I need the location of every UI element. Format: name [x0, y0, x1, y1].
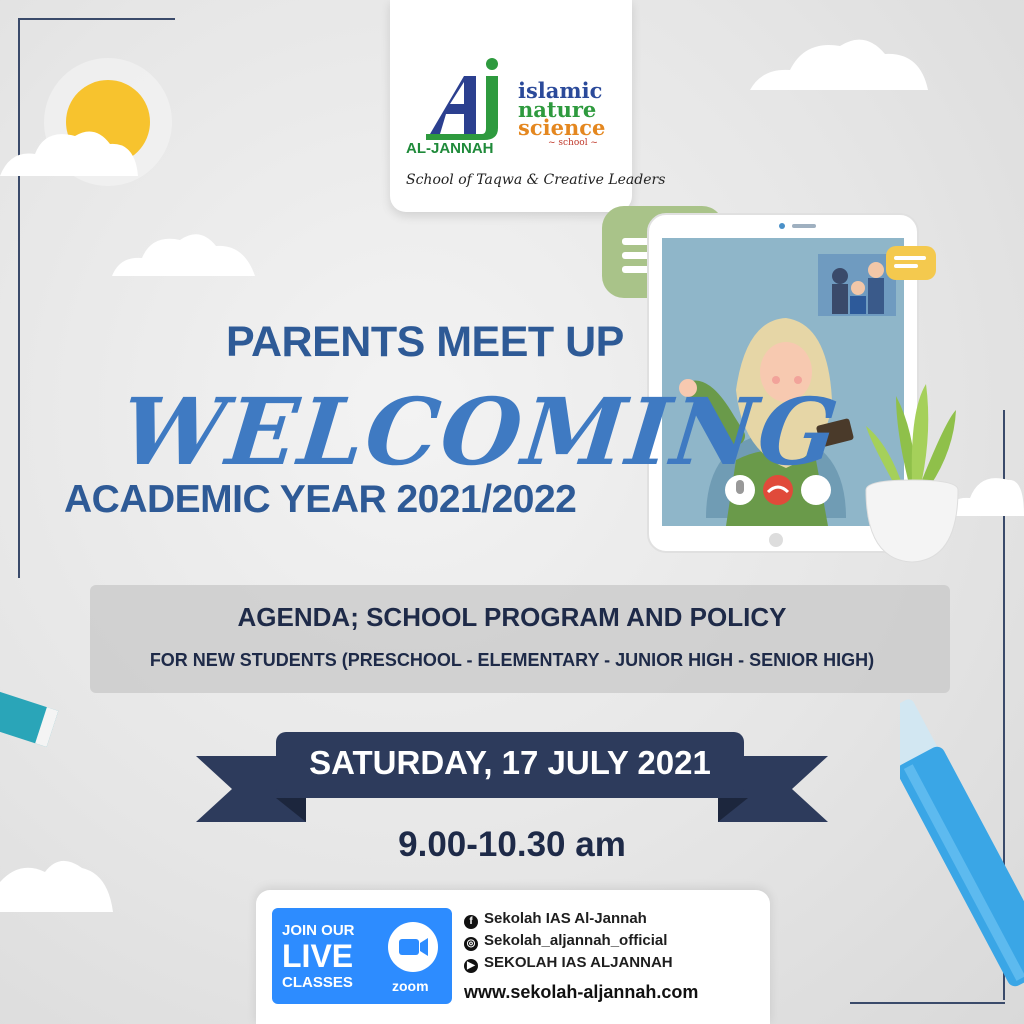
instagram-label: Sekolah_aljannah_official: [484, 932, 668, 949]
logo-word-school: ~ school ~: [548, 138, 598, 148]
event-time: 9.00-10.30 am: [398, 825, 626, 864]
logo-word-science: science: [518, 115, 606, 140]
contact-card: [256, 890, 770, 1024]
eraser-icon: [0, 691, 58, 747]
zoom-line-live: LIVE: [282, 938, 354, 974]
facebook-link[interactable]: [464, 910, 647, 929]
cloud-icon: [0, 120, 140, 176]
zoom-join-button[interactable]: [272, 908, 452, 1004]
frame-line-left: [18, 18, 20, 578]
frame-line-top: [20, 18, 175, 20]
website-link[interactable]: www.sekolah-aljannah.com: [464, 982, 699, 1002]
zoom-line-join-our: JOIN OUR: [282, 922, 355, 939]
cloud-icon: [750, 30, 930, 90]
logo-word-nature: nature: [518, 97, 597, 122]
heading-parents-meet-up: PARENTS MEET UP: [226, 318, 624, 366]
logo-name: AL-JANNAH: [406, 140, 494, 157]
youtube-label: SEKOLAH IAS ALJANNAH: [484, 954, 673, 971]
instagram-link[interactable]: [464, 932, 667, 951]
facebook-icon: f: [464, 915, 478, 929]
logo-tagline: School of Taqwa & Creative Leaders: [406, 172, 666, 188]
zoom-line-classes: CLASSES: [282, 974, 353, 991]
frame-line-bottom: [850, 1002, 1005, 1004]
event-date: SATURDAY, 17 JULY 2021: [309, 744, 711, 781]
youtube-link[interactable]: [464, 954, 673, 973]
zoom-brand: zoom: [392, 978, 429, 994]
facebook-label: Sekolah IAS Al-Jannah: [484, 910, 647, 927]
logo-card: [390, 0, 666, 212]
youtube-icon: ▶: [464, 959, 478, 973]
logo-word-islamic: islamic: [518, 78, 603, 103]
zoom-camera-icon: [388, 922, 438, 972]
agenda-title: AGENDA; SCHOOL PROGRAM AND POLICY: [237, 602, 787, 632]
heading-academic-year: ACADEMIC YEAR 2021/2022: [64, 478, 577, 521]
agenda-subtitle: FOR NEW STUDENTS (PRESCHOOL - ELEMENTARY - JUNIOR HIGH - SENIOR HIGH): [149, 650, 875, 670]
instagram-icon: ◎: [464, 937, 478, 951]
aj-logo-icon: [420, 58, 516, 144]
cloud-icon: [112, 226, 257, 276]
heading-welcoming: WELCOMING: [116, 378, 845, 486]
